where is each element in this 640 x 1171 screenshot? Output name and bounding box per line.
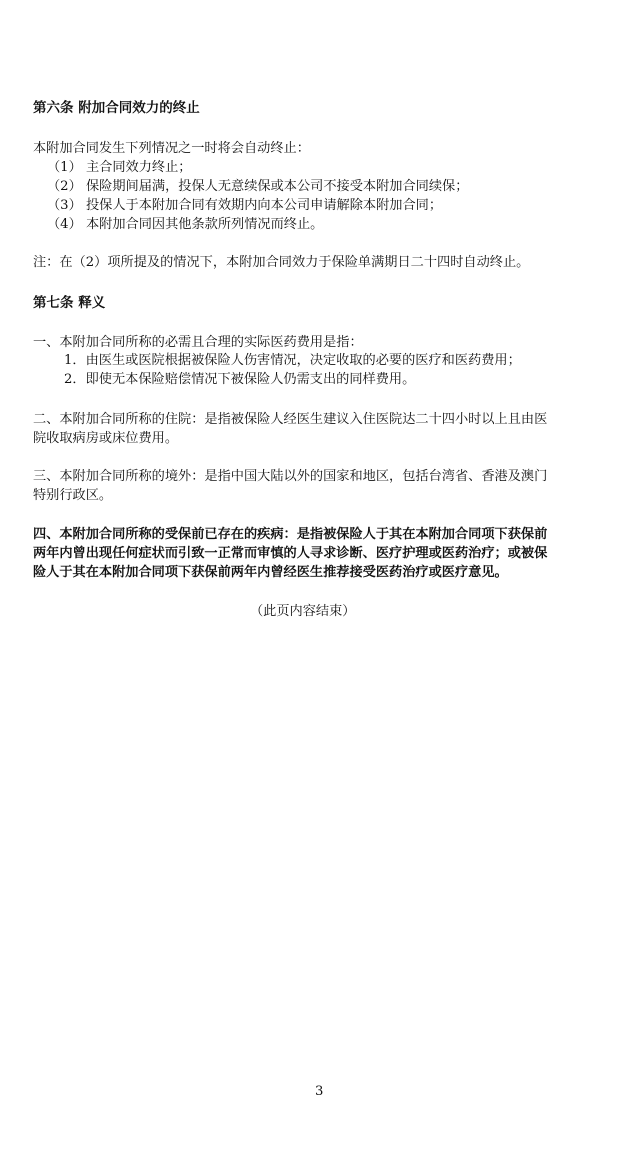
article-6-item-3: （3） 投保人于本附加合同有效期内向本公司申请解除本附加合同； <box>47 198 443 213</box>
definition-3-line-2: 特别行政区。 <box>33 488 113 503</box>
page-number: 3 <box>315 1084 324 1099</box>
article-6-item-2: （2） 保险期间届满，投保人无意续保或本公司不接受本附加合同续保； <box>47 179 469 194</box>
definition-4-line-3: 险人于其在本附加合同项下获保前两年内曾经医生推荐接受医药治疗或医疗意见。 <box>33 565 508 580</box>
article-7-heading: 第七条 释义 <box>33 295 106 311</box>
article-6-intro: 本附加合同发生下列情况之一时将会自动终止： <box>33 141 310 156</box>
definition-2-line-2: 院收取病房或床位费用。 <box>33 431 179 446</box>
definition-1-text: 一、本附加合同所称的必需且合理的实际医药费用是指： <box>33 335 363 350</box>
definition-4-line-1: 四、本附加合同所称的受保前已存在的疾病：是指被保险人于其在本附加合同项下获保前 <box>33 527 548 542</box>
definition-4-line-2: 两年内曾出现任何症状而引致一正常而审慎的人寻求诊断、医疗护理或医药治疗；或被保 <box>33 546 548 561</box>
article-6-heading: 第六条 附加合同效力的终止 <box>33 100 200 116</box>
definition-1-item-1: 1．由医生或医院根据被保险人伤害情况，决定收取的必要的医疗和医药费用； <box>64 353 521 368</box>
article-6-item-1: （1） 主合同效力终止； <box>47 160 192 175</box>
definition-1-item-2: 2．即使无本保险赔偿情况下被保险人仍需支出的同样费用。 <box>64 372 416 387</box>
definition-2-line-1: 二、本附加合同所称的住院：是指被保险人经医生建议入住医院达二十四小时以上且由医 <box>33 412 548 427</box>
article-6-item-4: （4） 本附加合同因其他条款所列情况而终止。 <box>47 217 324 232</box>
page-end-note: （此页内容结束） <box>250 604 356 619</box>
definition-3-line-1: 三、本附加合同所称的境外：是指中国大陆以外的国家和地区，包括台湾省、香港及澳门 <box>33 469 548 484</box>
article-6-note: 注：在（2）项所提及的情况下，本附加合同效力于保险单满期日二十四时自动终止。 <box>33 255 530 270</box>
